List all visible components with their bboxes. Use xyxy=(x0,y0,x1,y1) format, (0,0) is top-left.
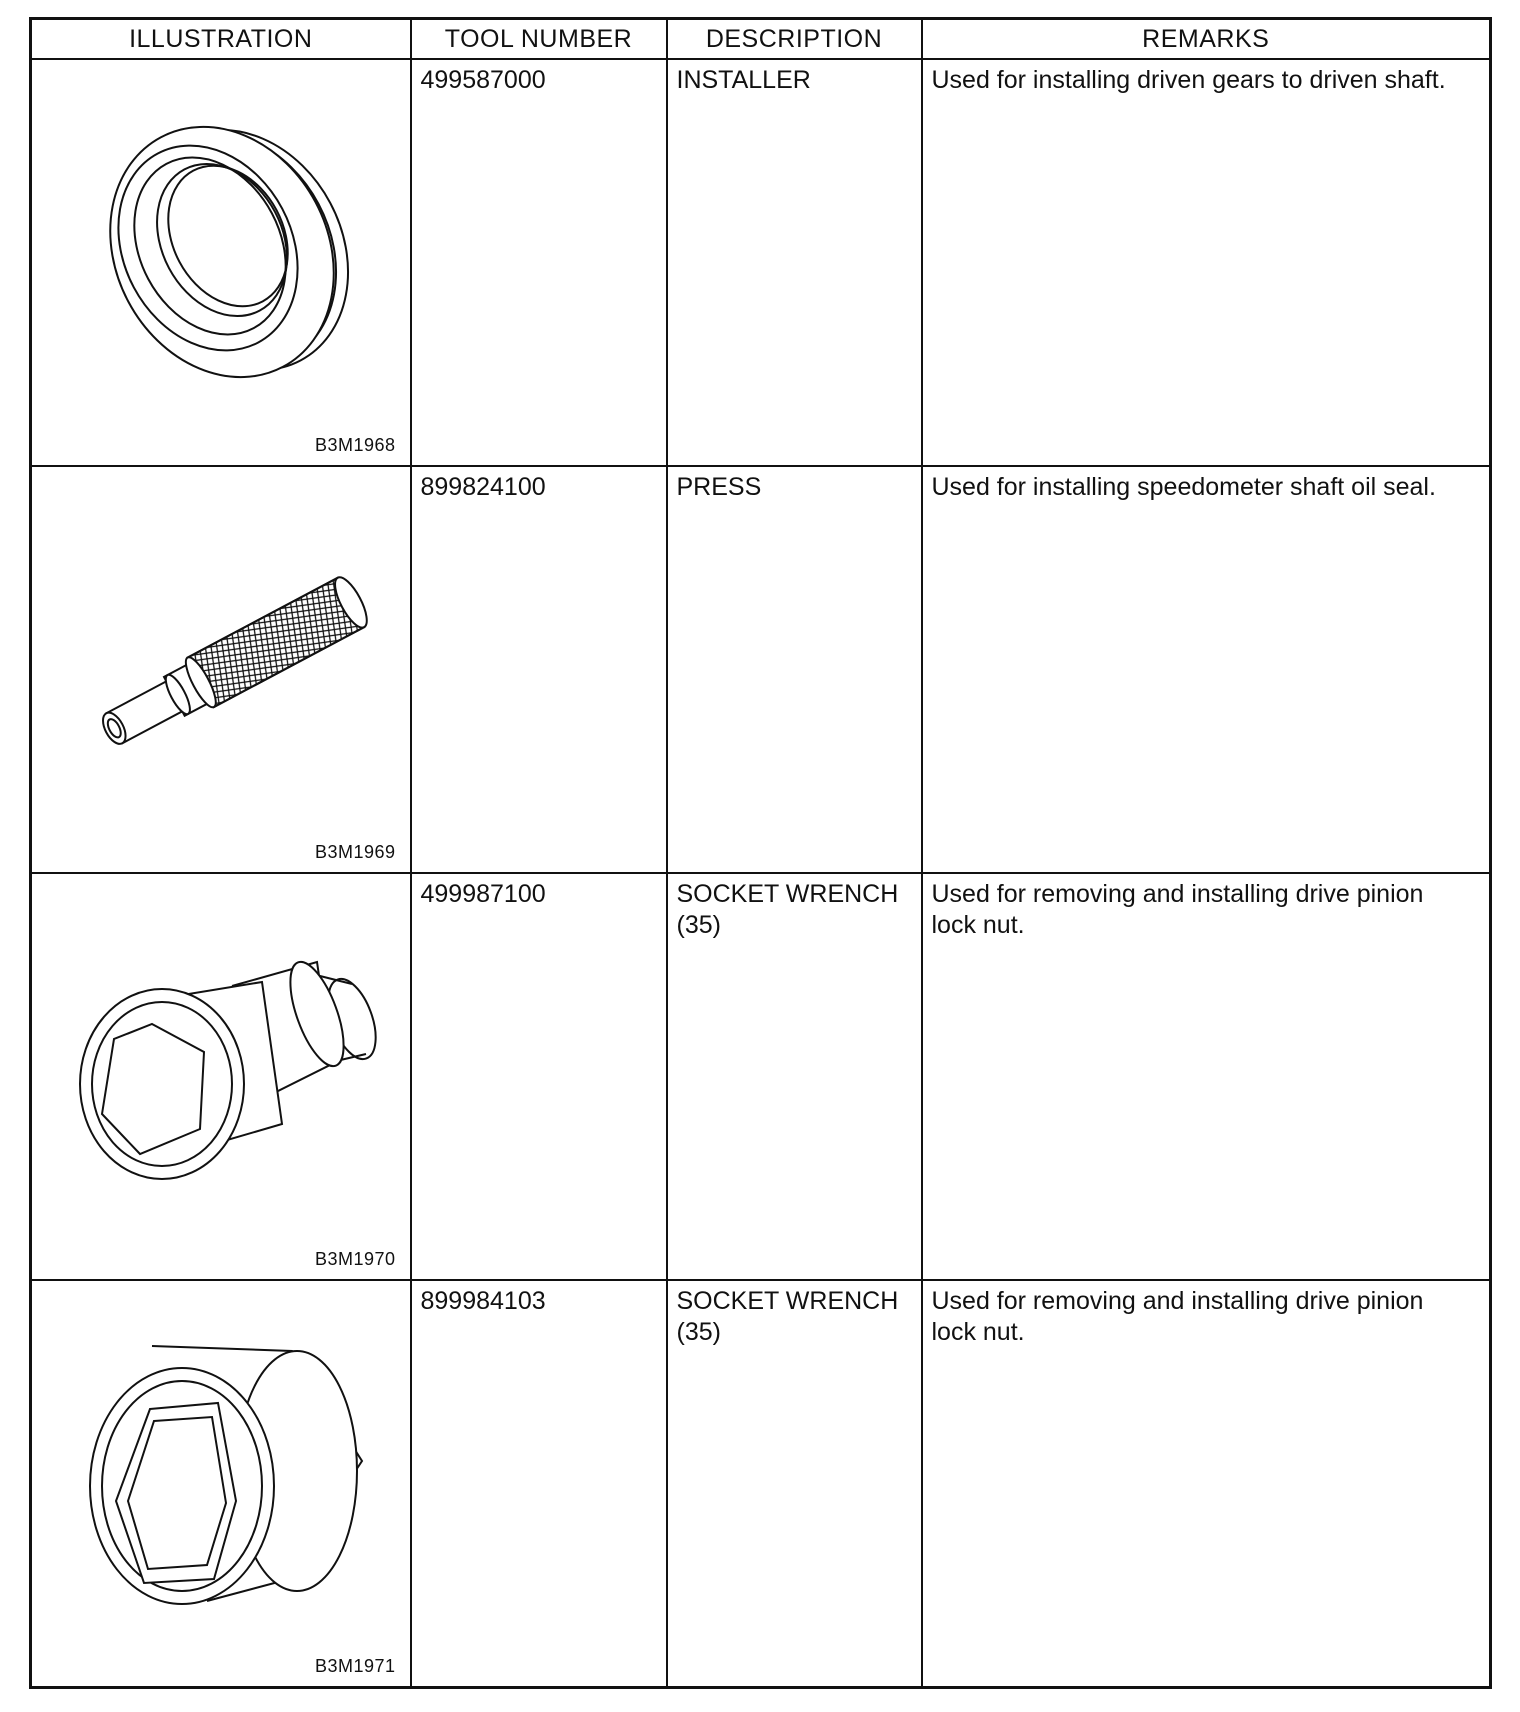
tool-number: 899824100 xyxy=(420,473,546,501)
socket-wrench-icon xyxy=(32,1281,412,1686)
figure-code: B3M1968 xyxy=(314,435,396,455)
description-cell xyxy=(667,466,922,873)
description: PRESS xyxy=(676,473,762,501)
press-tool-icon xyxy=(32,467,412,872)
description: SOCKET WRENCH (35) xyxy=(676,880,899,939)
remarks-cell xyxy=(922,1280,1491,1688)
tool-number-cell xyxy=(411,873,667,1280)
description-cell xyxy=(667,1280,922,1688)
remarks: Used for removing and installing drive pinion lock nut. xyxy=(931,880,1424,939)
remarks-cell xyxy=(922,873,1491,1280)
description-cell xyxy=(667,59,922,466)
table-row xyxy=(31,1280,1491,1688)
figure-code: B3M1969 xyxy=(314,842,396,862)
figure-code: B3M1970 xyxy=(314,1249,396,1269)
tool-number: 499987100 xyxy=(420,880,546,908)
description: INSTALLER xyxy=(676,66,811,94)
installer-ring-icon xyxy=(32,60,412,465)
remarks: Used for installing speedometer shaft oil seal. xyxy=(931,473,1436,501)
special-tools-table xyxy=(29,17,1492,1689)
illustration-cell xyxy=(31,466,411,873)
tool-number-cell xyxy=(411,466,667,873)
header-illustration: ILLUSTRATION xyxy=(31,19,411,60)
table-header-row xyxy=(31,19,1491,60)
tool-number-cell xyxy=(411,1280,667,1688)
remarks-cell xyxy=(922,59,1491,466)
header-tool-number: TOOL NUMBER xyxy=(411,19,667,60)
header-description: DESCRIPTION xyxy=(667,19,922,60)
tool-number: 499587000 xyxy=(420,66,546,94)
illustration-cell xyxy=(31,59,411,466)
illustration-cell xyxy=(31,1280,411,1688)
description: SOCKET WRENCH (35) xyxy=(676,1287,899,1346)
table-row xyxy=(31,873,1491,1280)
table-row xyxy=(31,466,1491,873)
remarks: Used for removing and installing drive pinion lock nut. xyxy=(931,1287,1424,1346)
illustration-cell xyxy=(31,873,411,1280)
header-remarks: REMARKS xyxy=(922,19,1491,60)
tool-number: 899984103 xyxy=(420,1287,546,1315)
description-cell xyxy=(667,873,922,1280)
figure-code: B3M1971 xyxy=(314,1656,396,1676)
remarks-cell xyxy=(922,466,1491,873)
socket-wrench-with-shaft-icon xyxy=(32,874,412,1279)
remarks: Used for installing driven gears to driven shaft. xyxy=(931,66,1446,94)
tool-number-cell xyxy=(411,59,667,466)
table-row xyxy=(31,59,1491,466)
